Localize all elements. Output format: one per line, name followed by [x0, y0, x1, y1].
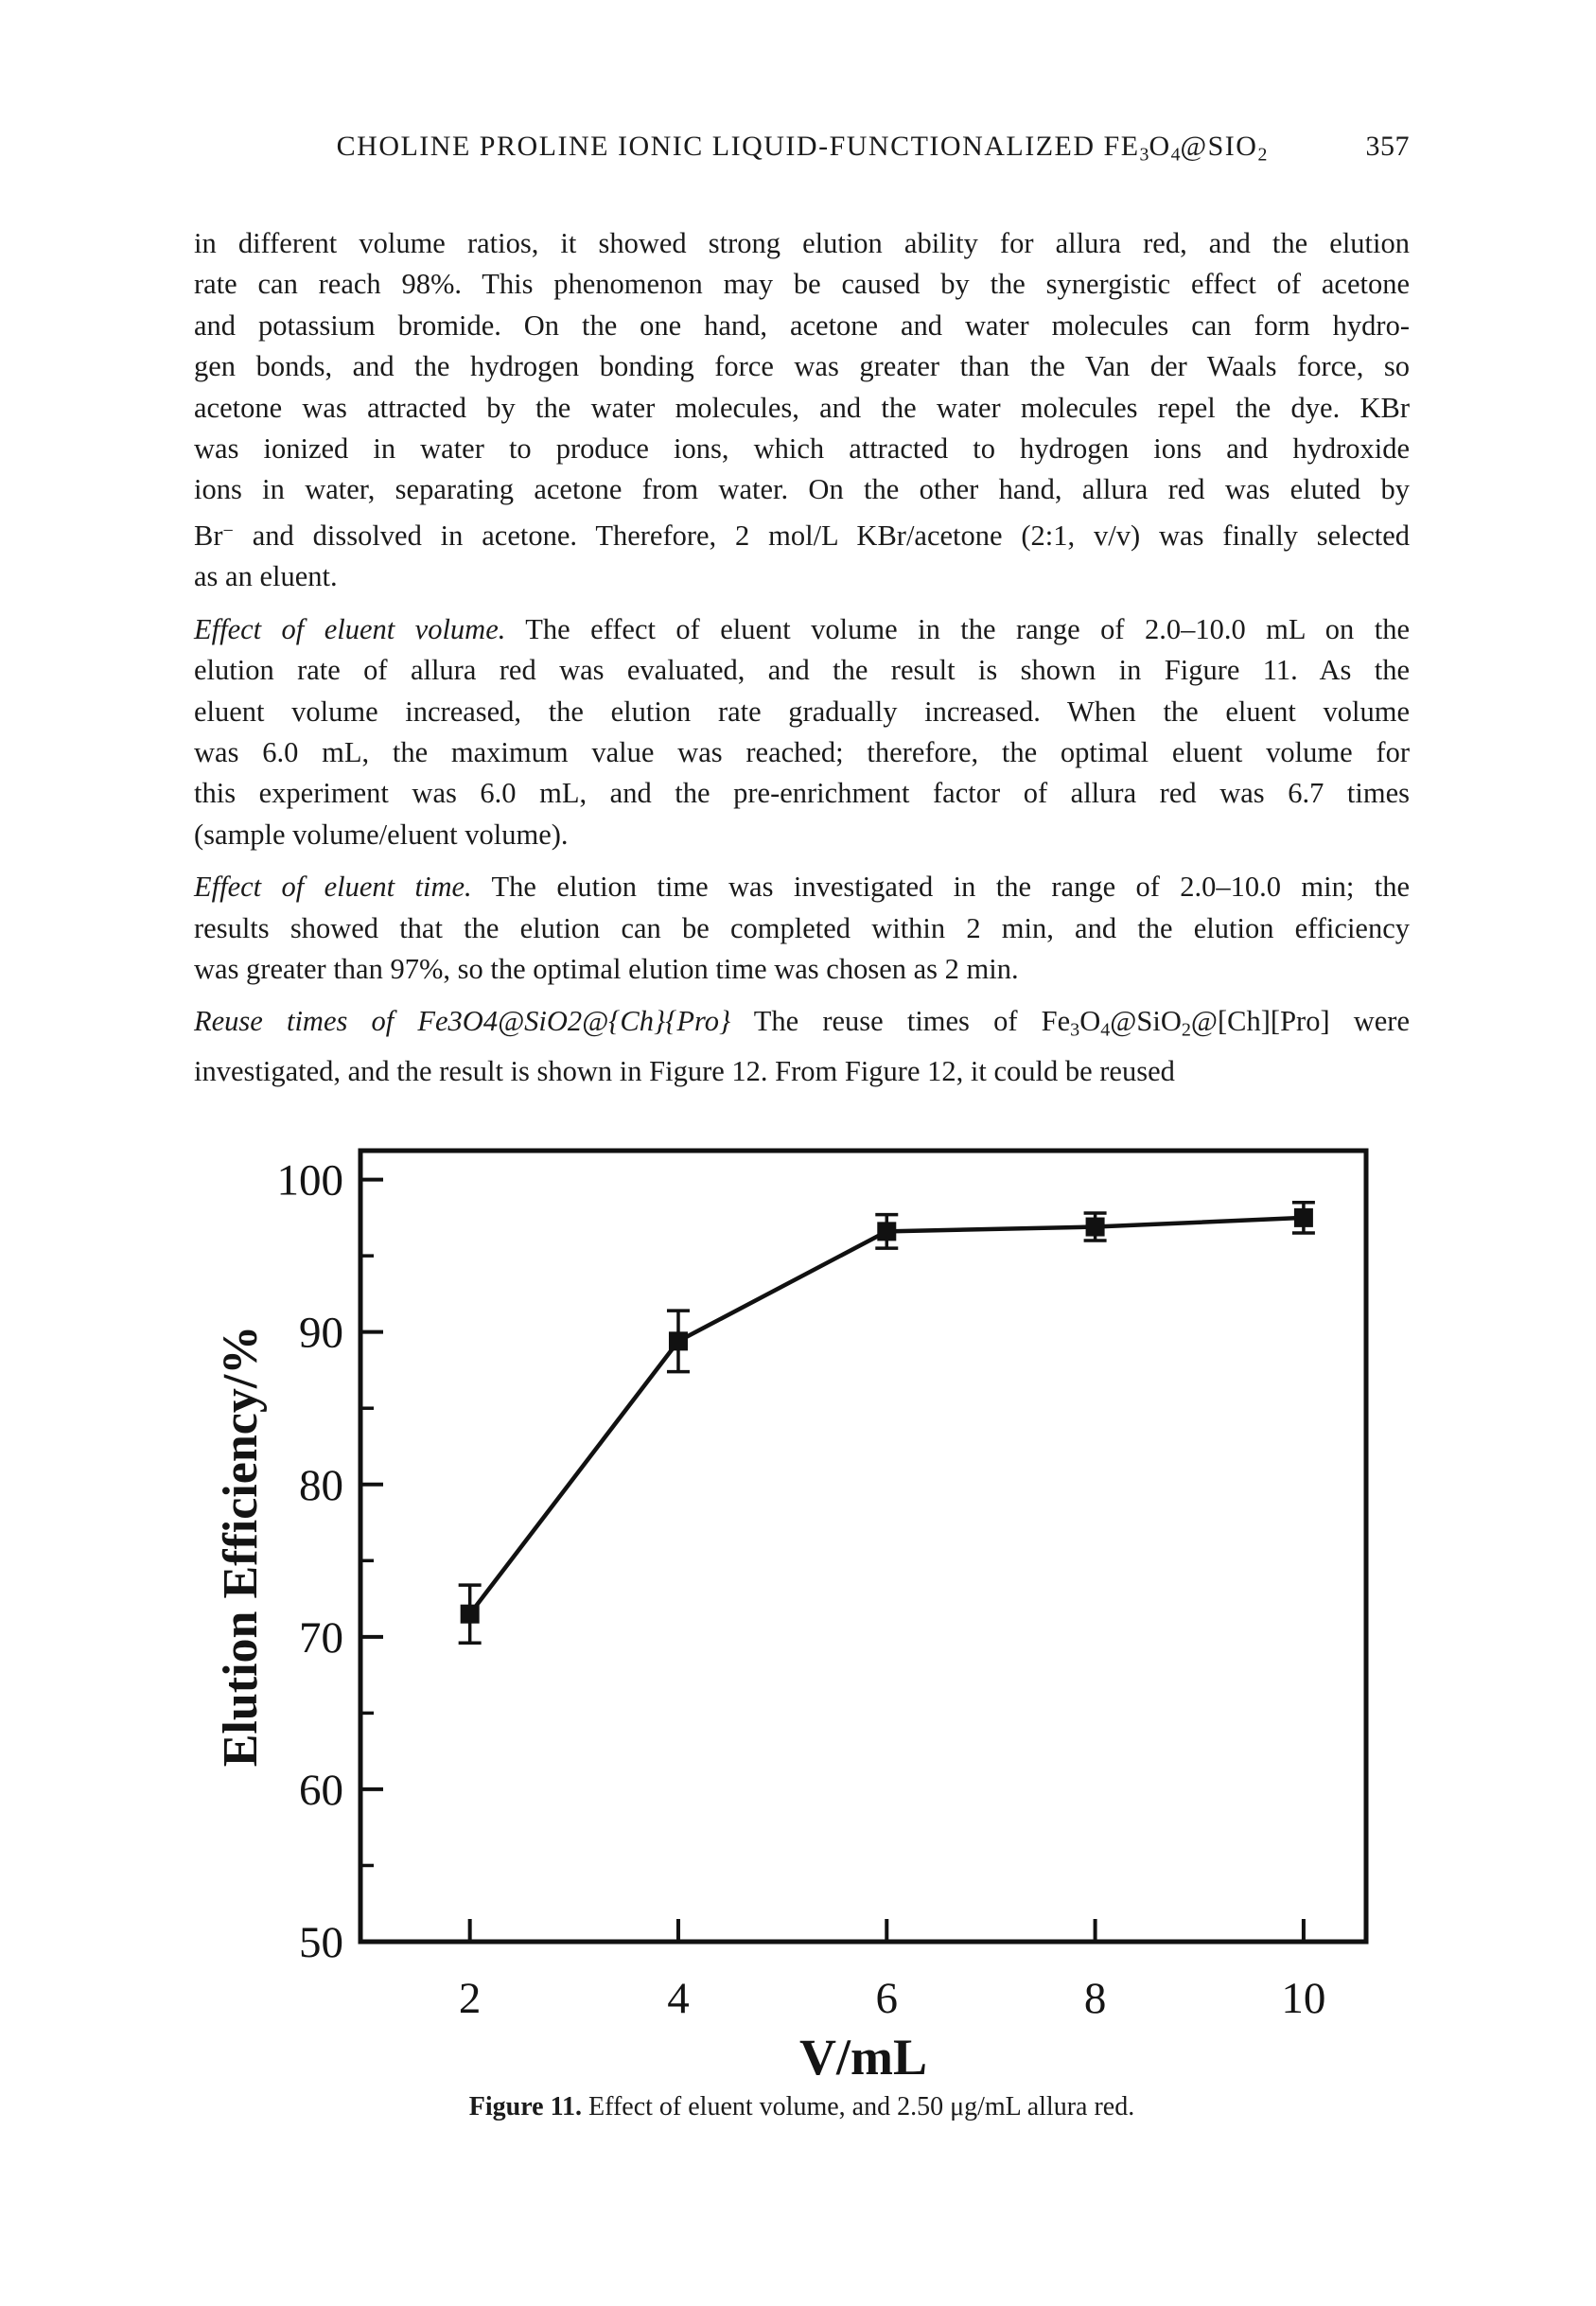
x-axis-tick-label: 4	[667, 1973, 690, 2023]
text-segment: and potassium bromide. On the one hand, acetone and water molecules can form hydro-	[194, 308, 1410, 342]
text-segment: 3	[1070, 1019, 1080, 1041]
text-line	[194, 306, 1410, 346]
text-segment: elution rate of allura red was evaluated, and the result is shown in Figure 11. As the	[194, 654, 1410, 687]
text-line	[194, 773, 1410, 814]
text-segment: O	[1149, 131, 1171, 162]
y-axis-tick-label: 90	[299, 1308, 343, 1358]
text-line	[194, 867, 1410, 907]
text-segment: this experiment was 6.0 mL, and the pre-enrichment factor of allura red was 6.7 times	[194, 777, 1410, 810]
data-point-marker	[669, 1331, 688, 1350]
text-segment: 4	[1170, 144, 1181, 166]
figure-11	[213, 1133, 1596, 2122]
text-segment: eluent volume increased, the elution rate gradually increased. When the eluent volume	[194, 695, 1410, 728]
y-axis-tick-label: 80	[299, 1460, 343, 1510]
y-axis-title: Elution Efficiency/%	[214, 1325, 268, 1768]
text-segment: was greater than 97%, so the optimal elution time was chosen as 2 min.	[194, 952, 1019, 985]
text-segment: The elution time was investigated in the range of 2.0–10.0 min; the	[471, 871, 1411, 904]
text-segment: @SiO	[1110, 1005, 1182, 1038]
text-segment: 2	[1257, 144, 1268, 166]
text-segment: (sample volume/eluent volume).	[194, 818, 569, 851]
text-segment: ions in water, separating acetone from water. On the other hand, allura red was eluted by	[194, 473, 1410, 506]
text-line	[194, 264, 1410, 305]
text-line	[194, 429, 1410, 469]
text-line	[194, 1001, 1410, 1051]
figure-11-chart	[213, 1133, 1395, 2088]
text-segment: 4	[1100, 1019, 1111, 1041]
text-segment: 2	[1181, 1019, 1191, 1041]
text-segment: Effect of eluent volume.	[194, 612, 506, 645]
text-segment: The effect of eluent volume in the range of 2.0–10.0 mL on the	[505, 612, 1410, 645]
figure-caption	[194, 2092, 1410, 2122]
series-line	[470, 1218, 1304, 1614]
text-segment: O	[1079, 1005, 1101, 1038]
text-line	[194, 609, 1410, 650]
text-line	[194, 1051, 1410, 1092]
data-point-marker	[1294, 1208, 1313, 1227]
text-segment: −	[222, 519, 234, 541]
text-segment: was 6.0 mL, the maximum value was reached; therefore, the optimal eluent volume for	[194, 735, 1410, 768]
text-line	[194, 908, 1410, 949]
data-point-marker	[1086, 1217, 1105, 1236]
text-line	[194, 650, 1410, 691]
text-segment: results showed that the elution can be completed within 2 min, and the elution efficiency	[194, 911, 1410, 944]
text-segment: The reuse times of Fe	[730, 1005, 1071, 1038]
x-axis-tick-label: 6	[875, 1973, 899, 2023]
y-axis-tick-label: 100	[276, 1155, 343, 1206]
text-line	[194, 949, 1410, 990]
y-axis-tick-label: 70	[299, 1612, 343, 1663]
text-segment: Effect of eluent time.	[194, 871, 472, 904]
text-segment: Br	[194, 519, 223, 552]
figure-caption-text: Effect of eluent volume, and 2.50 μg/mL allura red.	[582, 2091, 1135, 2121]
text-segment: in different volume ratios, it showed strong elution ability for allura red, and the elution	[194, 227, 1410, 259]
paragraph	[194, 609, 1410, 855]
paragraph	[194, 867, 1410, 990]
x-axis-title: V/mL	[799, 2028, 927, 2086]
plot-frame	[360, 1151, 1366, 1942]
text-line	[194, 469, 1410, 510]
running-head-title	[194, 131, 1410, 167]
data-point-marker	[461, 1604, 480, 1623]
text-line	[194, 346, 1410, 387]
text-line	[194, 732, 1410, 773]
text-segment: gen bonds, and the hydrogen bonding force was greater than the Van der Waals force, so	[194, 350, 1410, 383]
text-segment: acetone was attracted by the water molecules, and the water molecules repel the dye. KBr	[194, 391, 1410, 424]
text-segment: CHOLINE PROLINE IONIC LIQUID-FUNCTIONALIZED FE	[336, 131, 1140, 162]
text-segment: @[Ch][Pro] were	[1190, 1005, 1411, 1038]
text-segment: investigated, and the result is shown in Figure 12. From Figure 12, it could be reused	[194, 1055, 1175, 1088]
paragraph	[194, 223, 1410, 598]
text-segment: and dissolved in acetone. Therefore, 2 mol/L KBr/acetone (2:1, v/v) was finally selected	[233, 519, 1410, 552]
x-axis-tick-label: 10	[1281, 1973, 1326, 2023]
text-segment: 3	[1139, 144, 1149, 166]
y-axis-tick-label: 60	[299, 1765, 343, 1815]
text-segment: was ionized in water to produce ions, which attracted to hydrogen ions and hydroxide	[194, 432, 1410, 466]
text-line	[194, 388, 1410, 429]
data-point-marker	[877, 1222, 896, 1241]
figure-caption-label: Figure 11.	[468, 2091, 583, 2121]
text-segment: @SIO	[1180, 131, 1258, 162]
x-axis-tick-label: 2	[458, 1973, 482, 2023]
text-line	[194, 556, 1410, 597]
text-segment: Reuse times of Fe3O4@SiO2@{Ch}{Pro}	[194, 1005, 731, 1038]
text-segment: rate can reach 98%. This phenomenon may be caused by the synergistic effect of acetone	[194, 268, 1410, 301]
text-segment: as an eluent.	[194, 560, 338, 593]
y-axis-tick-label: 50	[299, 1917, 343, 1967]
running-head	[194, 131, 1410, 168]
text-line	[194, 815, 1410, 855]
x-axis-tick-label: 8	[1083, 1973, 1107, 2023]
text-line	[194, 223, 1410, 264]
body-text	[194, 223, 1410, 1093]
page-number: 357	[1365, 131, 1410, 162]
text-line	[194, 692, 1410, 732]
paragraph	[194, 1001, 1410, 1092]
text-line	[194, 511, 1410, 556]
